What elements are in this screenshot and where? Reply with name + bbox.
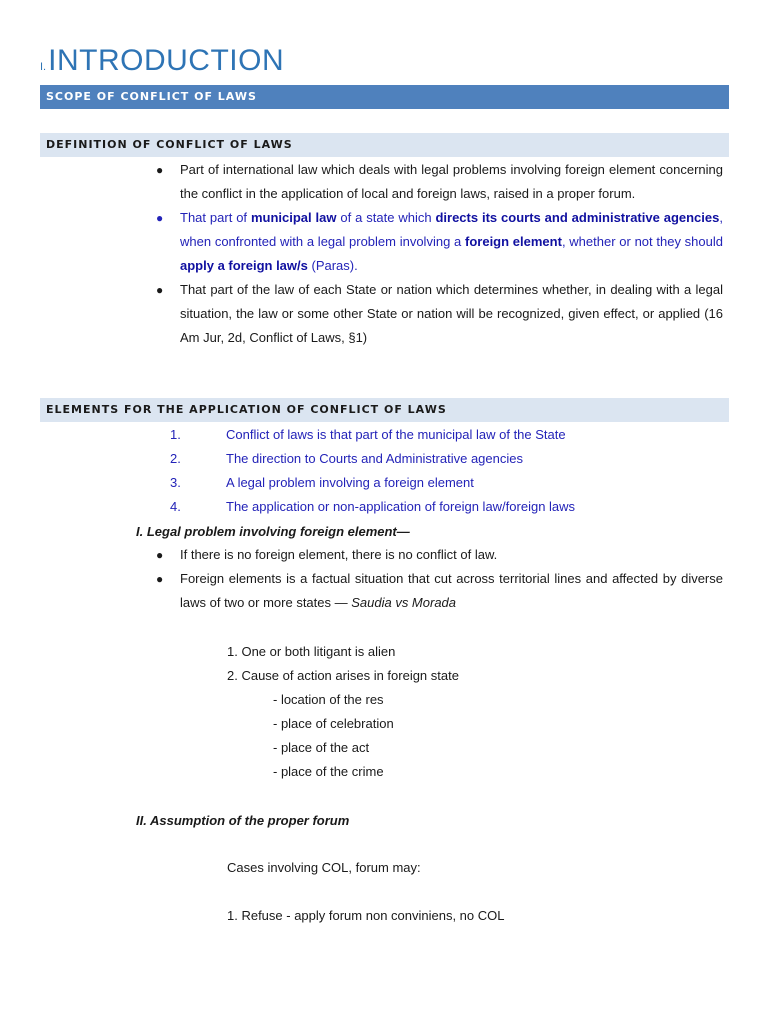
heading-elements-label: ELEMENTS FOR THE APPLICATION OF CONFLICT OF LAWS <box>46 403 447 416</box>
title-text: INTRODUCTION <box>48 44 285 77</box>
subheading-proper-forum: II. Assumption of the proper forum <box>136 813 350 828</box>
legal-problem-bullet-2-text: Foreign elements is a factual situation that cut across territorial lines and affected by diverse laws of two or more states — <box>180 571 723 610</box>
elements-item-number: 2. <box>170 451 181 466</box>
legal-problem-sublist-item: - place of celebration <box>273 716 394 731</box>
definition-bullet-3 <box>156 278 723 350</box>
elements-item-text: A legal problem involving a foreign element <box>226 475 474 490</box>
definition-bullet-1-text: Part of international law which deals with legal problems involving foreign element concerning the conflict in the application of local and foreign laws, raised in a proper forum. <box>180 162 723 201</box>
legal-problem-bullet-2 <box>156 567 723 615</box>
elements-item-text: The direction to Courts and Administrative agencies <box>226 451 523 466</box>
elements-item-number: 3. <box>170 475 181 490</box>
definition-bullet-3-text: That part of the law of each State or nation which determines whether, in dealing with a legal situation, the law or some other State or nation will be recognized, given effect, or applied (16 Am Jur, 2d, Conflict of Laws, §1) <box>180 282 723 345</box>
legal-problem-list-item: 2. Cause of action arises in foreign state <box>227 668 459 683</box>
legal-problem-list <box>156 543 723 615</box>
elements-item-number: 4. <box>170 499 181 514</box>
legal-problem-bullet-1-text: If there is no foreign element, there is no conflict of law. <box>180 547 498 562</box>
legal-problem-list-item: 1. One or both litigant is alien <box>227 644 396 659</box>
definition-bullet-2-bold: apply a foreign law/s <box>180 258 308 273</box>
title-number: I. <box>40 61 47 73</box>
definition-bullet-2-part: , whether or not they should <box>561 234 723 249</box>
definition-bullet-2 <box>156 206 723 278</box>
definition-bullet-2-bold: municipal law <box>250 210 337 225</box>
definition-bullet-2-part: , when confronted with a legal problem involving a <box>180 210 723 249</box>
elements-item-number: 1. <box>170 427 181 442</box>
subheading-legal-problem: I. Legal problem involving foreign element— <box>136 524 410 539</box>
bullet-icon: ● <box>156 211 164 225</box>
elements-item <box>170 495 730 519</box>
legal-problem-bullet-1 <box>156 543 723 567</box>
elements-item <box>170 471 730 495</box>
bullet-icon: ● <box>156 283 164 297</box>
elements-item <box>170 423 730 447</box>
case-citation: Saudia vs Morada <box>351 595 457 610</box>
legal-problem-sublist-item: - place of the act <box>273 740 370 755</box>
section-bar-scope <box>40 85 729 109</box>
bullet-icon: ● <box>156 548 164 562</box>
heading-definition-label: DEFINITION OF CONFLICT OF LAWS <box>46 138 293 151</box>
definition-bullet-2-part: (Paras). <box>307 258 358 273</box>
definition-bullet-2-part: That part of <box>180 210 251 225</box>
definition-bullet-2-bold: directs its courts and administrative agencies <box>435 210 720 225</box>
legal-problem-sublist-item: - location of the res <box>273 692 384 707</box>
definition-bullet-1 <box>156 158 723 206</box>
legal-problem-sublist-item: - place of the crime <box>273 764 384 779</box>
proper-forum-intro: Cases involving COL, forum may: <box>227 860 421 875</box>
section-bar-scope-label: SCOPE OF CONFLICT OF LAWS <box>46 90 257 103</box>
definition-list <box>156 158 723 350</box>
bullet-icon: ● <box>156 163 164 177</box>
elements-item-text: The application or non-application of foreign law/foreign laws <box>226 499 576 514</box>
elements-item-text: Conflict of laws is that part of the municipal law of the State <box>226 427 566 442</box>
page-title <box>40 44 284 78</box>
definition-bullet-2-bold: foreign element <box>465 234 562 249</box>
proper-forum-item: 1. Refuse - apply forum non conviniens, no COL <box>227 908 505 923</box>
elements-item <box>170 447 730 471</box>
bullet-icon: ● <box>156 572 164 586</box>
heading-elements <box>40 398 729 422</box>
elements-list <box>170 423 730 519</box>
heading-definition <box>40 133 729 157</box>
definition-bullet-2-part: of a state which <box>336 210 436 225</box>
